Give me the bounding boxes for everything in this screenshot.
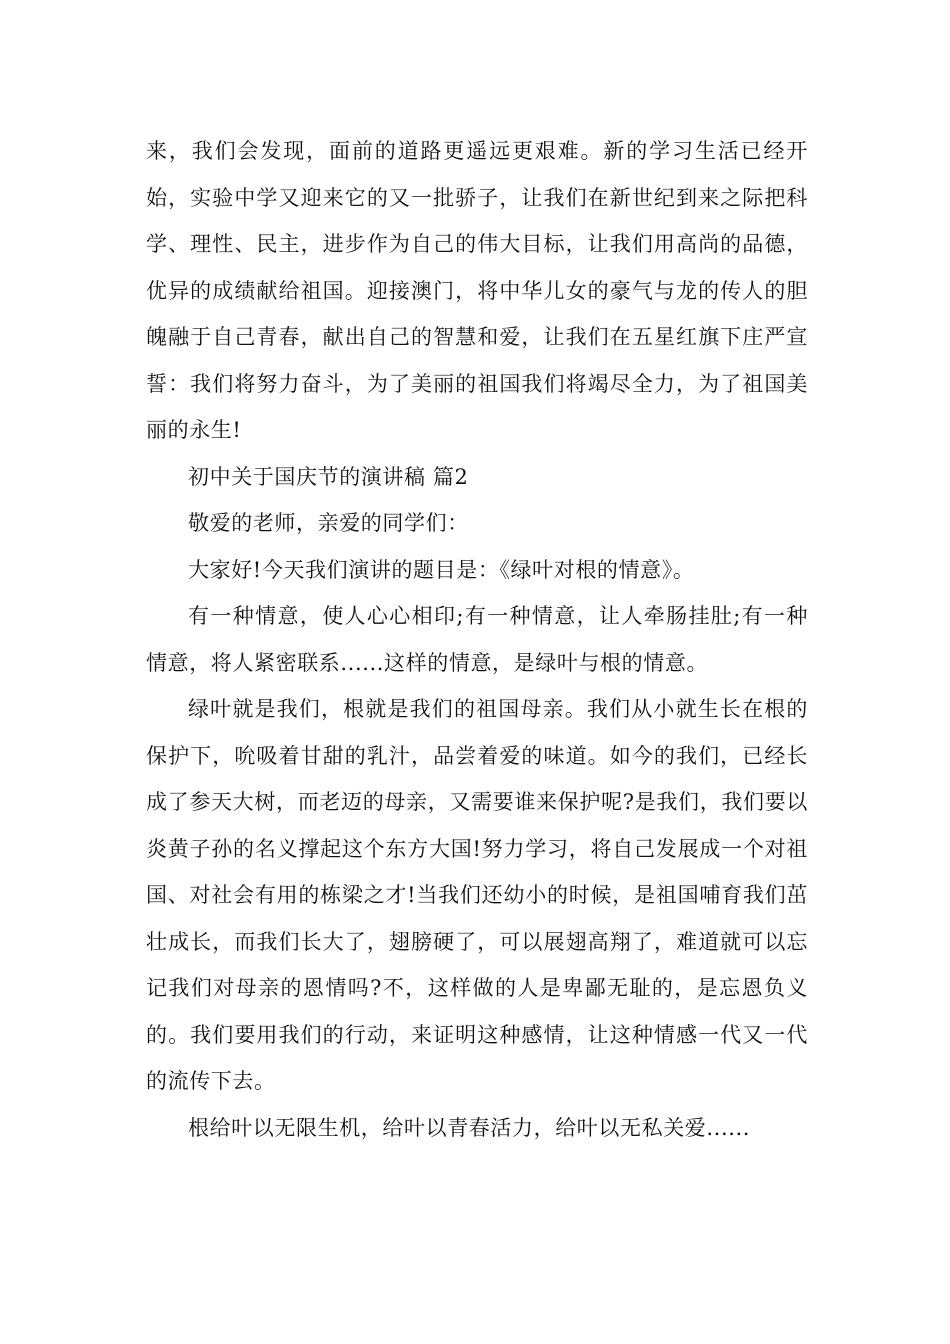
paragraph: 绿叶就是我们，根就是我们的祖国母亲。我们从小就生长在根的保护下，吮吸着甘甜的乳汁，品尝着爱的味道。如今的我们，已经长成了参天大树，而老迈的母亲，又需要谁来保护呢?是我们，我们要以炎黄子孙的名义撑起这个东方大国!努力学习，将自己发展成一个对祖国、对社会有用的栋梁之才!当我们还幼小的时候，是祖国哺育我们茁壮成长，而我们长大了，翅膀硬了，可以展翅高翔了，难道就可以忘记我们对母亲的恩情吗?不，这样做的人是卑鄙无耻的，是忘恩负义的。我们要用我们的行动，来证明这种感情，让这种情感一代又一代的流传下去。: [146, 697, 808, 1093]
document-body: [146, 128, 808, 1151]
paragraph: 有一种情意，使人心心相印;有一种情意，让人牵肠挂肚;有一种情意，将人紧密联系......这样的情意，是绿叶与根的情意。: [146, 604, 808, 675]
paragraph-continuation: 来，我们会发现，面前的道路更遥远更艰难。新的学习生活已经开始，实验中学又迎来它的又一批骄子，让我们在新世纪到来之际把科学、理性、民主，进步作为自己的伟大目标，让我们用高尚的品德，优异的成绩献给祖国。迎接澳门，将中华儿女的豪气与龙的传人的胆魄融于自己青春，献出自己的智慧和爱，让我们在五星红旗下庄严宣誓：我们将努力奋斗，为了美丽的祖国我们将竭尽全力，为了祖国美丽的永生!: [146, 139, 808, 442]
salutation: 敬爱的老师，亲爱的同学们：: [188, 511, 469, 535]
section-heading: 初中关于国庆节的演讲稿 篇2: [188, 464, 469, 489]
paragraph: 根给叶以无限生机，给叶以青春活力，给叶以无私关爱......: [188, 1115, 751, 1140]
greeting-paragraph: 大家好!今天我们演讲的题目是：《绿叶对根的情意》。: [188, 557, 695, 582]
